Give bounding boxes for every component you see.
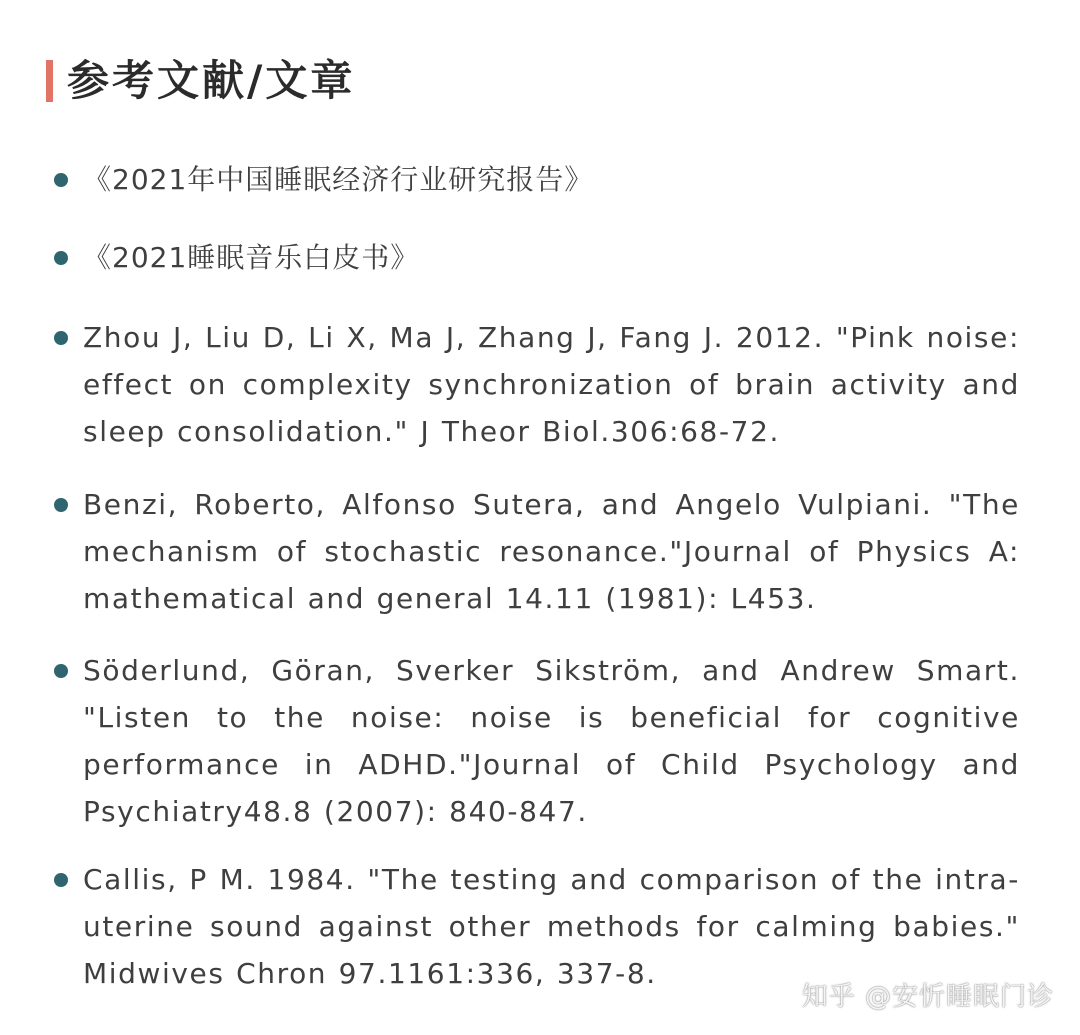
list-item (54, 481, 1020, 622)
reference-text: 《2021年中国睡眠经济行业研究报告》 (83, 163, 594, 196)
list-item (54, 156, 1020, 203)
bullet-icon (54, 664, 68, 678)
bullet-icon (54, 331, 68, 345)
accent-bar (46, 60, 53, 102)
section-header (46, 55, 355, 107)
bullet-icon (54, 251, 68, 265)
reference-text: Söderlund, Göran, Sverker Sikström, and Andrew Smart. "Listen to the noise: noise is beneficial for cognitive performance in ADHD."Journal of Child Psychology and Psychiatry48.8 (2007): 840-847. (83, 654, 1020, 828)
list-item (54, 234, 1020, 281)
reference-text: Callis, P M. 1984. "The testing and comparison of the intra-uterine sound against other methods for calming babies." Midwives Chron 97.1161:336, 337-8. (83, 863, 1020, 990)
list-item (54, 647, 1020, 835)
page-title: 参考文献/文章 (67, 56, 356, 105)
bullet-icon (54, 498, 68, 512)
bullet-icon (54, 873, 68, 887)
reference-text: 《2021睡眠音乐白皮书》 (83, 241, 420, 274)
reference-text: Zhou J, Liu D, Li X, Ma J, Zhang J, Fang J. 2012. "Pink noise: effect on complexity synchronization of brain activity and sleep consolidation." J Theor Biol.306:68-72. (83, 321, 1020, 448)
list-item (54, 314, 1020, 455)
reference-text: Benzi, Roberto, Alfonso Sutera, and Angelo Vulpiani. "The mechanism of stochastic resonance."Journal of Physics A: mathematical and general 14.11 (1981): L453. (83, 488, 1020, 615)
bullet-icon (54, 173, 68, 187)
watermark: 知乎 @安忻睡眠门诊 (801, 982, 1054, 1012)
